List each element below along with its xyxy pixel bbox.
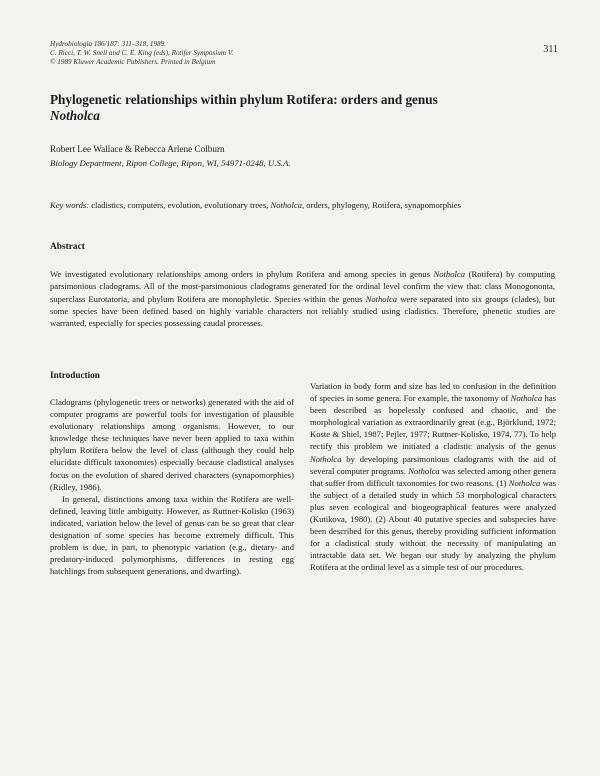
page-number: 311 xyxy=(543,44,558,55)
abstract-text-3: were separated into six groups (clades), but some species have been defined based on highly variable characters not reliably studied using cladistics. Therefore, phenetic studies are warranted, especially for species possessing caudal processes. xyxy=(50,293,555,329)
right-genus-b: Notholca xyxy=(310,453,342,464)
introduction-heading: Introduction xyxy=(50,370,100,380)
title-main: Phylogenetic relationships within phylum Rotifera: orders and genus xyxy=(50,92,438,107)
authors: Robert Lee Wallace & Rebecca Arlene Colburn xyxy=(50,144,225,154)
header-editors: C. Ricci, T. W. Snell and C. E. King (eds), Rotifer Symposium V. xyxy=(50,49,234,57)
abstract-genus-1: Notholca xyxy=(433,269,466,279)
keywords xyxy=(50,199,555,211)
right-genus-d: Notholca xyxy=(508,477,541,488)
title-italic: Notholca xyxy=(50,108,100,123)
right-text-c: by developing parsimonious cladograms with the aid of several computer programs. xyxy=(310,453,556,476)
intro-paragraph-1: Cladograms (phylogenetic trees or networks) generated with the aid of computer programs are powerful tools for investigation of plausible evolutionary relationships among organisms. However, to our knowledge these techniques have never been applied to taxa within phylum Rotifera below the level of class (although they could help elucidate difficult taxonomies) especially because cladistical analyses focus on the evolution of shared derived characters (synapomorphies) (Ridley, 1986). xyxy=(50,397,294,492)
right-column xyxy=(310,380,556,574)
keywords-label: Key words: xyxy=(50,200,90,210)
left-column xyxy=(50,396,294,577)
paper-title xyxy=(50,92,520,124)
keywords-italic: Notholca xyxy=(270,200,302,210)
intro-paragraph-2: In general, distinctions among taxa within the Rotifera are well-defined, leaving little ambiguity. However, as Ruttner-Kolisko (1963) indicated, variation below the level of genus can be so great that clear designation of some species has become extremely difficult. This problem is due, in part, to phenotypic variation (e.g., dietary- and predatory-induced polymorphisms, differences in resting egg hatchlings from subsequent generations, and dwarfing). xyxy=(50,493,294,577)
right-text-e: was the subject of a detailed study in which 53 morphological characters plus seven ecological and biogeographical features were analyzed (Kutikova, 1980). (2) About 40 putative species and subspecies have been described for this genus, thereby providing sufficient information for a cladistical study without the necessity of manipulating an intractable data set. We began our study by analyzing the phylum Rotifera at the ordinal level as a simple test of our procedures. xyxy=(310,477,556,573)
abstract-text-1: We investigated evolutionary relationships among orders in phylum Rotifera and among species in genus xyxy=(50,269,434,279)
right-genus-c: Notholca xyxy=(408,465,440,476)
abstract-text-2: (Rotifera) by computing parsimonious cladograms. All of the most-parsimonious cladograms generated for the ordinal level confirm the view that: class Monogononta, superclass Eurotatoria, and phylum Rotifera are monophyletic. Species within the genus xyxy=(50,269,555,304)
header-copyright: © 1989 Kluwer Academic Publishers. Printed in Belgium xyxy=(50,58,216,66)
right-text-b: has been described as hopelessly confused and chaotic, and the morphological variation as extraordinarily great (e.g., Björklund, 1972; Koste & Shiel, 1987; Pejler, 1977; Ruttner-Kolisko, 1974, 77). To help rectify this problem we initiated a cladistic analysis of the genus xyxy=(310,393,557,452)
abstract-heading: Abstract xyxy=(50,242,85,252)
keywords-pre: cladistics, computers, evolution, evolutionary trees, xyxy=(89,200,271,210)
right-genus-a: Notholca xyxy=(510,393,543,404)
right-text-d: was selected among other genera that suffer from difficult taxonomies for two reasons. (1) xyxy=(310,465,556,488)
keywords-post: , orders, phylogeny, Rotifera, synapomorphies xyxy=(301,200,461,210)
header-citation: Hydrobiologia 186/187: 311–318, 1989. xyxy=(50,40,166,48)
right-text-a: Variation in body form and size has led to confusion in the definition of species in some genera. For example, the taxonomy of xyxy=(310,381,556,404)
affiliation: Biology Department, Ripon College, Ripon, WI, 54971-0248, U.S.A. xyxy=(50,158,291,168)
intro-paragraph-3 xyxy=(310,380,556,574)
journal-header xyxy=(50,40,233,67)
abstract-body xyxy=(50,268,555,329)
abstract-genus-2: Notholca xyxy=(365,293,398,304)
